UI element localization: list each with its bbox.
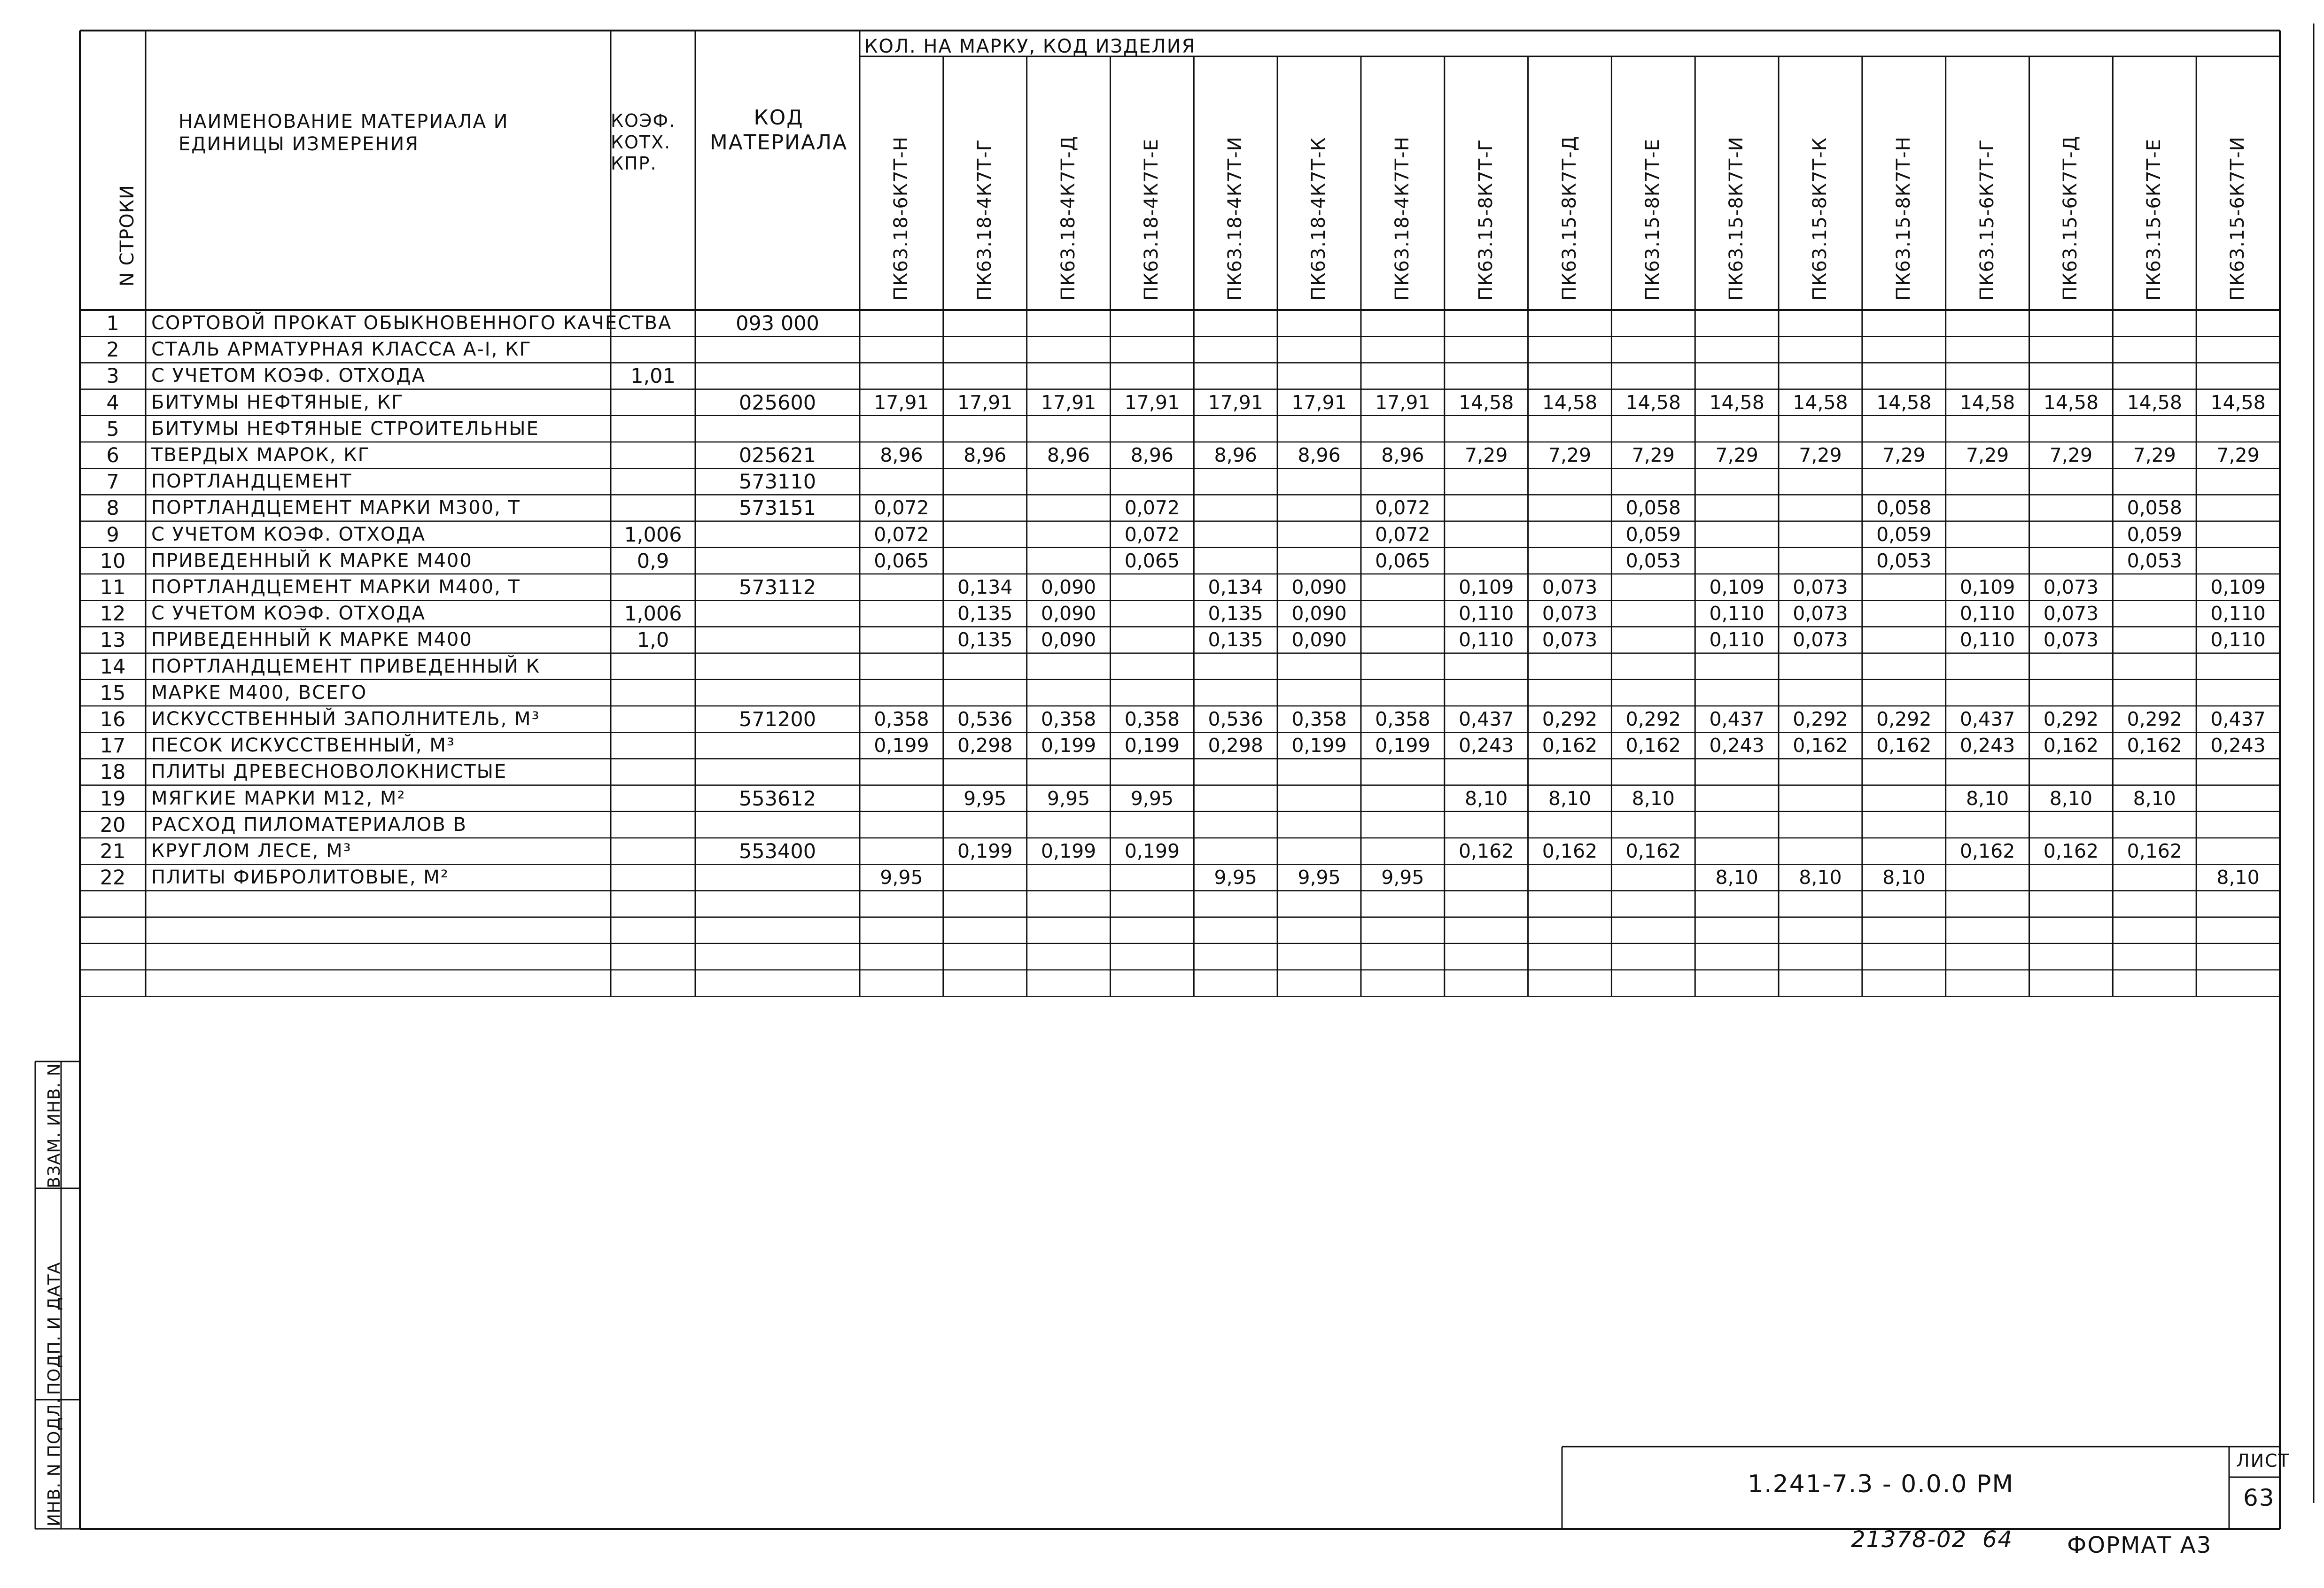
header-group-title: КОЛ. НА МАРКУ, КОД ИЗДЕЛИЯ [864,36,1196,57]
material-name: СОРТОВОЙ ПРОКАТ ОБЫКНОВЕННОГО КАЧЕСТВА [151,312,672,334]
quantity-cell: 0,199 [874,734,929,757]
quantity-cell: 0,199 [957,840,1013,862]
quantity-cell: 0,243 [2210,734,2266,757]
material-code: 573112 [738,576,816,599]
quantity-cell: 0,135 [957,602,1013,625]
quantity-cell: 8,10 [2049,787,2093,810]
quantity-cell: 0,162 [1625,734,1681,757]
header-material-code: КОД МАТЕРИАЛА [709,106,848,155]
quantity-cell: 0,110 [2210,628,2266,651]
quantity-cell: 0,065 [1124,549,1180,572]
quantity-cell: 7,29 [1548,444,1592,466]
sheet-number: 63 [2243,1484,2275,1511]
product-column-header: ПК63.15-8К7Т-Г [1475,139,1497,301]
quantity-cell: 9,95 [880,866,923,889]
material-name: МАРКЕ М400, ВСЕГО [151,682,367,704]
row-number: 6 [106,444,119,467]
quantity-cell: 0,292 [2127,708,2182,730]
quantity-cell: 0,199 [1124,734,1180,757]
quantity-cell: 8,10 [2133,787,2176,810]
material-name: ПРИВЕДЕННЫЙ К МАРКЕ М400 [151,629,473,651]
quantity-cell: 0,072 [1124,496,1180,519]
quantity-cell: 0,135 [1208,602,1263,625]
row-number: 9 [106,523,119,547]
quantity-cell: 14,58 [1709,391,1764,414]
quantity-cell: 0,437 [1458,708,1514,730]
quantity-cell: 0,437 [1709,708,1764,730]
material-name: ПЛИТЫ ФИБРОЛИТОВЫЕ, М² [151,867,449,889]
quantity-cell: 17,91 [1291,391,1347,414]
quantity-cell: 17,91 [957,391,1013,414]
quantity-cell: 0,090 [1041,602,1096,625]
side-strip-signature: ПОДП. И ДАТА [45,1262,64,1395]
material-name: ИСКУССТВЕННЫЙ ЗАПОЛНИТЕЛЬ, М³ [151,708,540,730]
quantity-cell: 0,109 [1709,576,1764,598]
material-name: ТВЕРДЫХ МАРОК, КГ [151,444,371,466]
row-number: 3 [106,364,119,388]
material-code: 571200 [738,708,816,731]
material-name: РАСХОД ПИЛОМАТЕРИАЛОВ В [151,813,467,836]
quantity-cell: 0,162 [1793,734,1848,757]
quantity-cell: 0,058 [2127,496,2182,519]
quantity-cell: 17,91 [1124,391,1180,414]
row-number: 17 [100,734,126,758]
quantity-cell: 0,073 [1542,602,1598,625]
quantity-cell: 14,58 [1959,391,2015,414]
quantity-cell: 9,95 [1381,866,1424,889]
row-number: 2 [106,338,119,362]
quantity-cell: 8,96 [1298,444,1341,466]
quantity-cell: 9,95 [964,787,1007,810]
quantity-cell: 0,065 [874,549,929,572]
quantity-cell: 8,96 [1381,444,1424,466]
quantity-cell: 9,95 [1130,787,1174,810]
quantity-cell: 0,162 [2043,734,2099,757]
coefficient: 1,0 [637,628,669,652]
material-name: КРУГЛОМ ЛЕСЕ, М³ [151,840,352,862]
quantity-cell: 0,134 [957,576,1013,598]
side-strip-replacement: ВЗАМ. ИНВ. N [45,1063,64,1188]
document-code: 1.241-7.3 - 0.0.0 РМ [1748,1470,2014,1498]
product-column-header: ПК63.15-6К7Т-Е [2143,139,2165,301]
quantity-cell: 8,96 [1047,444,1090,466]
format-label: ФОРМАТ А3 [2067,1532,2212,1558]
header-coefficient: КОЭФ. КОТХ. КПР. [611,110,676,174]
header-material-name: НАИМЕНОВАНИЕ МАТЕРИАЛА И ЕДИНИЦЫ ИЗМЕРЕНИЯ [179,111,509,155]
quantity-cell: 0,437 [1959,708,2015,730]
coefficient: 0,9 [637,549,669,573]
quantity-cell: 0,162 [1876,734,1932,757]
quantity-cell: 0,073 [2043,628,2099,651]
material-name: С УЧЕТОМ КОЭФ. ОТХОДА [151,365,426,387]
quantity-cell: 0,073 [1793,602,1848,625]
quantity-cell: 0,292 [2043,708,2099,730]
quantity-cell: 0,090 [1041,576,1096,598]
quantity-cell: 0,536 [1208,708,1263,730]
quantity-cell: 0,053 [2127,549,2182,572]
quantity-cell: 8,10 [1882,866,1926,889]
quantity-cell: 0,437 [2210,708,2266,730]
row-number: 10 [100,549,126,573]
order-number: 21378-02 [1851,1526,1967,1553]
quantity-cell: 0,072 [1124,523,1180,546]
material-code: 573110 [738,470,816,494]
quantity-cell: 0,110 [1709,628,1764,651]
row-number: 11 [100,576,126,599]
quantity-cell: 7,29 [1632,444,1675,466]
material-name: С УЧЕТОМ КОЭФ. ОТХОДА [151,603,426,625]
quantity-cell: 14,58 [1458,391,1514,414]
quantity-cell: 7,29 [2133,444,2176,466]
material-name: МЯГКИЕ МАРКИ М12, М² [151,787,406,809]
product-column-header: ПК63.18-4К7Т-К [1308,137,1330,301]
quantity-cell: 0,292 [1876,708,1932,730]
quantity-cell: 0,109 [1959,576,2015,598]
material-name: СТАЛЬ АРМАТУРНАЯ КЛАССА А-I, КГ [151,339,532,361]
quantity-cell: 0,358 [1291,708,1347,730]
quantity-cell: 0,162 [2127,840,2182,862]
header-row-number: N СТРОКИ [117,185,138,287]
quantity-cell: 0,073 [1542,576,1598,598]
quantity-cell: 0,135 [1208,628,1263,651]
quantity-cell: 0,109 [1458,576,1514,598]
quantity-cell: 0,110 [1709,602,1764,625]
quantity-cell: 7,29 [1799,444,1842,466]
quantity-cell: 0,199 [1291,734,1347,757]
quantity-cell: 0,292 [1793,708,1848,730]
quantity-cell: 17,91 [1375,391,1430,414]
quantity-cell: 8,10 [1548,787,1592,810]
quantity-cell: 0,053 [1876,549,1932,572]
quantity-cell: 0,065 [1375,549,1430,572]
quantity-cell: 0,292 [1625,708,1681,730]
quantity-cell: 0,162 [1542,840,1598,862]
quantity-cell: 8,10 [1465,787,1508,810]
quantity-cell: 0,358 [1124,708,1180,730]
quantity-cell: 14,58 [2210,391,2266,414]
quantity-cell: 14,58 [1625,391,1681,414]
quantity-cell: 8,10 [1966,787,2009,810]
row-number: 8 [106,496,119,520]
quantity-cell: 0,072 [874,523,929,546]
material-name: БИТУМЫ НЕФТЯНЫЕ СТРОИТЕЛЬНЫЕ [151,418,539,440]
row-number: 14 [100,655,126,679]
quantity-cell: 0,110 [1959,628,2015,651]
quantity-cell: 17,91 [1041,391,1096,414]
quantity-cell: 0,243 [1959,734,2015,757]
quantity-cell: 0,162 [2043,840,2099,862]
material-name: С УЧЕТОМ КОЭФ. ОТХОДА [151,523,426,545]
material-name: ПРИВЕДЕННЫЙ К МАРКЕ М400 [151,550,473,572]
row-number: 22 [100,866,126,890]
quantity-cell: 0,059 [1625,523,1681,546]
material-code: 553612 [738,787,816,811]
quantity-cell: 8,10 [1715,866,1758,889]
quantity-cell: 9,95 [1047,787,1090,810]
product-column-header: ПК63.15-8К7Т-Е [1642,139,1664,301]
quantity-cell: 0,298 [1208,734,1263,757]
quantity-cell: 0,110 [1458,602,1514,625]
quantity-cell: 8,96 [1130,444,1174,466]
product-column-header: ПК63.15-6К7Т-Д [2060,136,2082,301]
quantity-cell: 8,96 [1214,444,1257,466]
quantity-cell: 0,059 [2127,523,2182,546]
row-number: 5 [106,417,119,441]
material-code: 025600 [738,391,816,415]
product-column-header: ПК63.18-4К7Т-Г [973,139,995,301]
product-column-header: ПК63.15-6К7Т-И [2227,136,2249,301]
quantity-cell: 0,162 [1625,840,1681,862]
quantity-cell: 0,090 [1291,602,1347,625]
quantity-cell: 7,29 [1966,444,2009,466]
coefficient: 1,01 [630,364,676,388]
quantity-cell: 8,96 [964,444,1007,466]
quantity-cell: 17,91 [874,391,929,414]
product-column-header: ПК63.18-4К7Т-И [1224,136,1246,301]
material-code: 025621 [738,444,816,467]
quantity-cell: 0,298 [957,734,1013,757]
material-name: БИТУМЫ НЕФТЯНЫЕ, КГ [151,391,404,413]
quantity-cell: 7,29 [1715,444,1758,466]
quantity-cell: 0,110 [1959,602,2015,625]
product-column-header: ПК63.18-4К7Т-Е [1141,139,1163,301]
product-column-header: ПК63.15-6К7Т-Г [1976,139,1998,301]
material-name: ПЕСОК ИСКУССТВЕННЫЙ, М³ [151,735,455,757]
quantity-cell: 0,090 [1041,628,1096,651]
row-number: 16 [100,708,126,731]
quantity-cell: 9,95 [1298,866,1341,889]
quantity-cell: 0,110 [2210,602,2266,625]
quantity-cell: 14,58 [1876,391,1932,414]
material-code: 553400 [738,840,816,863]
material-name: ПОРТЛАНДЦЕМЕНТ МАРКИ М400, Т [151,576,521,598]
quantity-cell: 0,162 [1959,840,2015,862]
row-number: 18 [100,760,126,784]
quantity-cell: 0,243 [1458,734,1514,757]
quantity-cell: 0,090 [1291,628,1347,651]
quantity-cell: 0,072 [1375,523,1430,546]
product-column-header: ПК63.18-4К7Т-Н [1391,136,1413,301]
quantity-cell: 0,536 [957,708,1013,730]
quantity-cell: 0,135 [957,628,1013,651]
quantity-cell: 9,95 [1214,866,1257,889]
quantity-cell: 8,10 [1632,787,1675,810]
quantity-cell: 7,29 [2049,444,2093,466]
quantity-cell: 0,110 [1458,628,1514,651]
row-number: 1 [106,312,119,335]
quantity-cell: 0,073 [2043,602,2099,625]
coefficient: 1,006 [624,523,682,547]
quantity-cell: 0,358 [1041,708,1096,730]
quantity-cell: 8,10 [2216,866,2260,889]
quantity-cell: 0,358 [1375,708,1430,730]
material-name: ПЛИТЫ ДРЕВЕСНОВОЛОКНИСТЫЕ [151,761,507,783]
coefficient: 1,006 [624,602,682,626]
quantity-cell: 0,072 [874,496,929,519]
quantity-cell: 0,073 [2043,576,2099,598]
material-code: 573151 [738,496,816,520]
quantity-cell: 7,29 [2216,444,2260,466]
quantity-cell: 8,96 [880,444,923,466]
row-number: 12 [100,602,126,626]
product-column-header: ПК63.15-8К7Т-И [1726,136,1748,301]
quantity-cell: 0,162 [1458,840,1514,862]
quantity-cell: 0,292 [1542,708,1598,730]
quantity-cell: 0,109 [2210,576,2266,598]
quantity-cell: 0,162 [1542,734,1598,757]
side-strip-inventory: ИНВ. N ПОДЛ. [45,1397,64,1526]
quantity-cell: 0,058 [1625,496,1681,519]
quantity-cell: 14,58 [1542,391,1598,414]
quantity-cell: 8,10 [1799,866,1842,889]
quantity-cell: 0,199 [1375,734,1430,757]
row-number: 7 [106,470,119,494]
quantity-cell: 0,134 [1208,576,1263,598]
page-number: 64 [1982,1526,2013,1553]
row-number: 4 [106,391,119,415]
quantity-cell: 0,090 [1291,576,1347,598]
product-column-header: ПК63.18-4К7Т-Д [1057,136,1079,301]
quantity-cell: 0,358 [874,708,929,730]
quantity-cell: 7,29 [1465,444,1508,466]
product-column-header: ПК63.15-8К7Т-К [1809,137,1831,301]
row-number: 15 [100,681,126,705]
product-column-header: ПК63.15-8К7Т-Д [1558,136,1580,301]
material-code: 093 000 [736,312,819,335]
quantity-cell: 0,199 [1124,840,1180,862]
quantity-cell: 0,072 [1375,496,1430,519]
quantity-cell: 0,053 [1625,549,1681,572]
product-column-header: ПК63.18-6К7Т-Н [890,136,912,301]
quantity-cell: 14,58 [2043,391,2099,414]
quantity-cell: 0,243 [1709,734,1764,757]
quantity-cell: 0,073 [1542,628,1598,651]
quantity-cell: 0,059 [1876,523,1932,546]
quantity-cell: 0,073 [1793,628,1848,651]
material-name: ПОРТЛАНДЦЕМЕНТ ПРИВЕДЕННЫЙ К [151,655,541,677]
product-column-header: ПК63.15-8К7Т-Н [1892,136,1914,301]
quantity-cell: 0,162 [2127,734,2182,757]
quantity-cell: 0,199 [1041,840,1096,862]
material-name: ПОРТЛАНДЦЕМЕНТ [151,471,352,493]
sheet-label: ЛИСТ [2236,1450,2290,1471]
quantity-cell: 14,58 [1793,391,1848,414]
quantity-cell: 17,91 [1208,391,1263,414]
quantity-cell: 0,058 [1876,496,1932,519]
row-number: 20 [100,813,126,837]
material-name: ПОРТЛАНДЦЕМЕНТ МАРКИ М300, Т [151,497,521,519]
quantity-cell: 0,199 [1041,734,1096,757]
row-number: 21 [100,840,126,863]
quantity-cell: 0,073 [1793,576,1848,598]
row-number: 19 [100,787,126,811]
quantity-cell: 14,58 [2127,391,2182,414]
row-number: 13 [100,628,126,652]
quantity-cell: 7,29 [1882,444,1926,466]
